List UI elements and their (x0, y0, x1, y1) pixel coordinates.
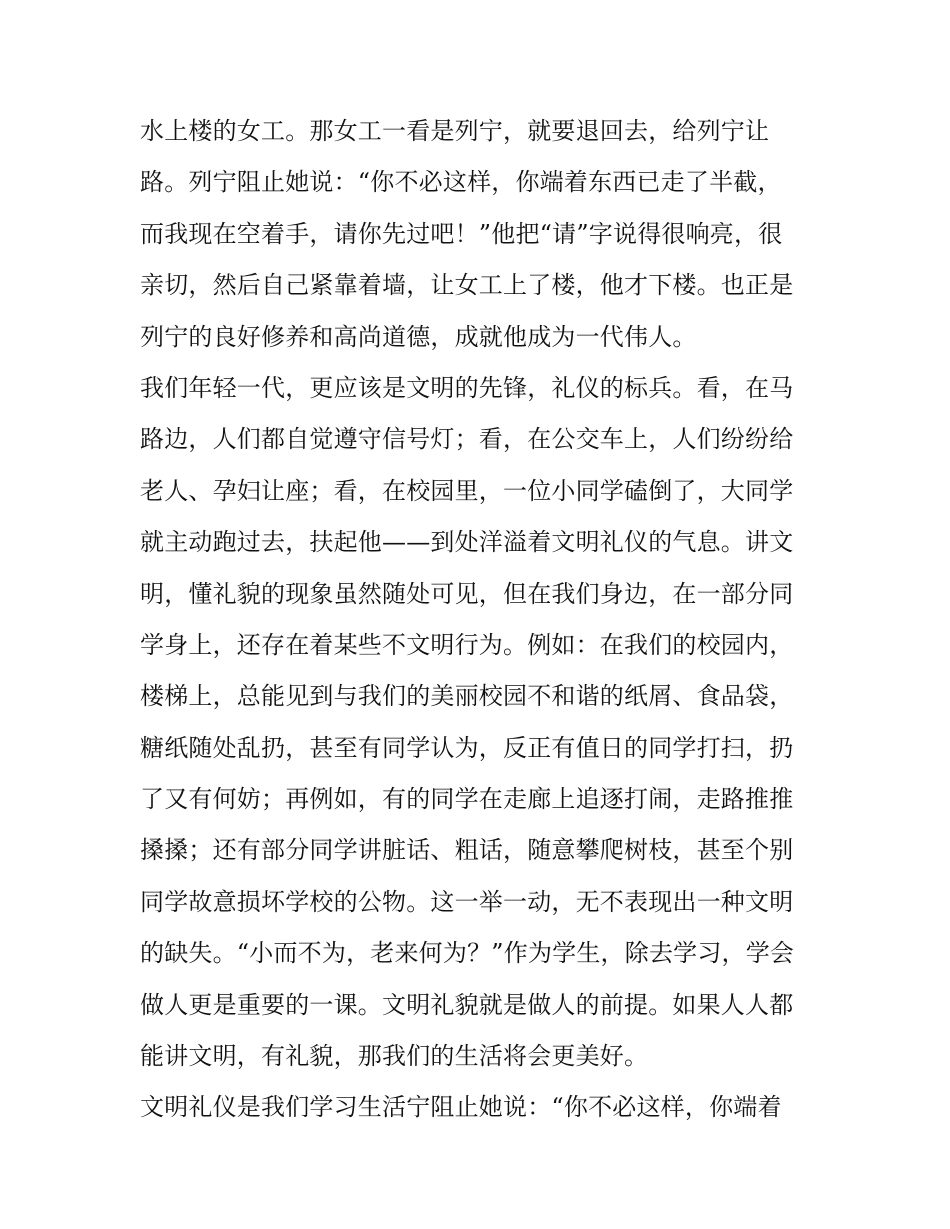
text-line: 老人、孕妇让座；看，在校园里，一位小同学磕倒了，大同学 (140, 476, 794, 505)
text-line: 路。列宁阻止她说：“你不必这样，你端着东西已走了半截， (140, 168, 782, 197)
body-text (140, 106, 820, 1134)
text-line: 搡搡；还有部分同学讲脏话、粗话，随意攀爬树枝，甚至个别 (140, 836, 794, 865)
text-line: 就主动跑过去，扶起他——到处洋溢着文明礼仪的气息。讲文 (140, 528, 794, 557)
text-line: 做人更是重要的一课。文明礼貌就是做人的前提。如果人人都 (140, 990, 794, 1019)
text-line: 亲切，然后自己紧靠着墙，让女工上了楼，他才下楼。也正是 (140, 271, 794, 300)
text-line: 学身上，还存在着某些不文明行为。例如：在我们的校园内， (140, 630, 794, 659)
text-line: 能讲文明，有礼貌，那我们的生活将会更美好。 (140, 1042, 649, 1071)
text-line: 我们年轻一代，更应该是文明的先锋，礼仪的标兵。看，在马 (140, 373, 794, 402)
text-line: 的缺失。“小而不为，老来何为？”作为学生，除去学习，学会 (140, 939, 795, 968)
text-line: 列宁的良好修养和高尚道德，成就他成为一代伟人。 (140, 322, 697, 351)
text-line: 水上楼的女工。那女工一看是列宁，就要退回去，给列宁让 (140, 117, 770, 145)
text-line: 而我现在空着手，请你先过吧！”他把“请”字说得很响亮，很 (140, 219, 783, 248)
text-line: 明，懂礼貌的现象虽然随处可见，但在我们身边，在一部分同 (140, 579, 794, 608)
text-line: 路边，人们都自觉遵守信号灯；看，在公交车上，人们纷纷给 (140, 425, 794, 454)
text-line: 糖纸随处乱扔，甚至有同学认为，反正有值日的同学打扫，扔 (140, 733, 794, 762)
text-line: 楼梯上，总能见到与我们的美丽校园不和谐的纸屑、食品袋， (140, 682, 794, 711)
text-line: 了又有何妨；再例如，有的同学在走廊上追逐打闹，走路推推 (140, 785, 794, 814)
text-line: 同学故意损坏学校的公物。这一举一动，无不表现出一种文明 (140, 887, 794, 916)
text-line: 文明礼仪是我们学习生活宁阻止她说：“你不必这样，你端着 (140, 1093, 782, 1122)
